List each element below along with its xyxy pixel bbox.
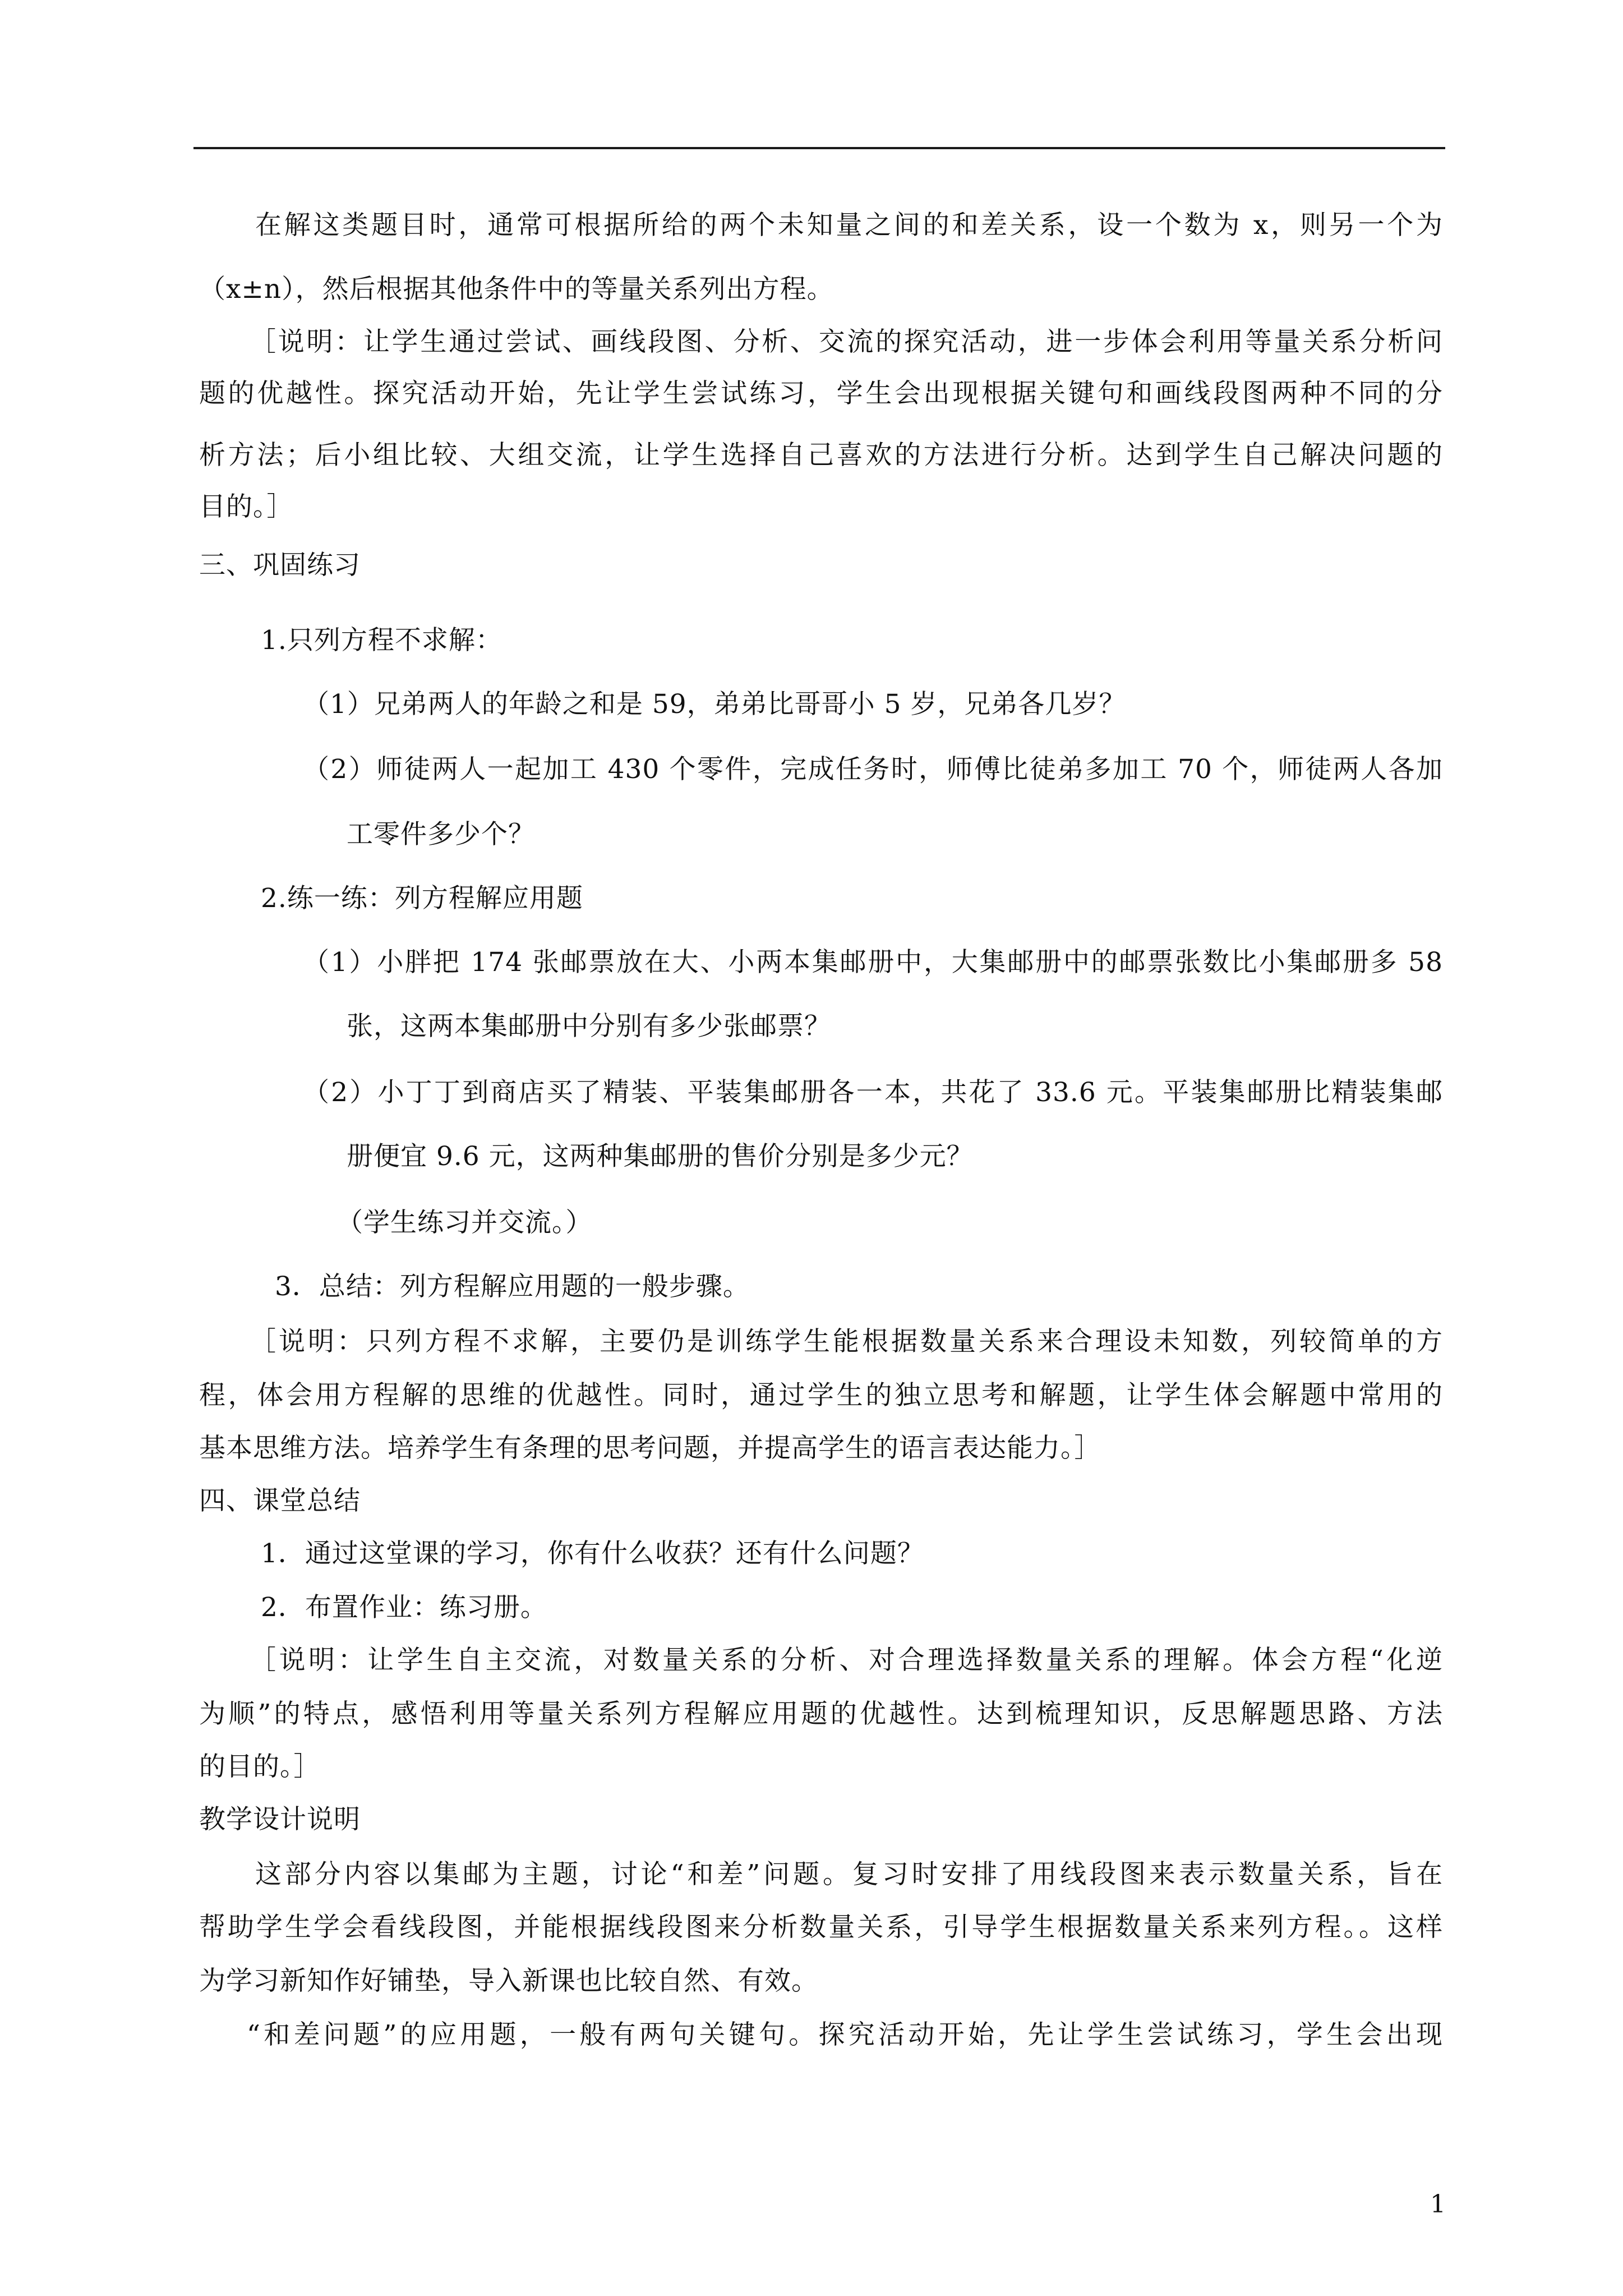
text-line: 程，体会用方程解的思维的优越性。同时，通过学生的独立思考和解题，让学生体会解题中常用的 — [199, 1380, 1443, 1411]
text-line: 析方法；后小组比较、大组交流，让学生选择自己喜欢的方法进行分析。达到学生自己解决问题的 — [199, 440, 1443, 471]
text-line: ［说明：让学生通过尝试、画线段图、分析、交流的探究活动，进一步体会利用等量关系分析问 — [250, 326, 1443, 357]
text-line: 目的。］ — [199, 491, 294, 522]
section-heading: 四、课堂总结 — [199, 1485, 361, 1516]
text-line: 册便宜 9.6 元，这两种集邮册的售价分别是多少元？ — [347, 1141, 974, 1172]
text-line: 帮助学生学会看线段图，并能根据线段图来分析数量关系，引导学生根据数量关系来列方程。。这样 — [199, 1912, 1443, 1943]
text-line: 题的优越性。探究活动开始，先让学生尝试练习，学生会出现根据关键句和画线段图两种不同的分 — [199, 378, 1443, 409]
text-line: （1）小胖把 174 张邮票放在大、小两本集邮册中，大集邮册中的邮票张数比小集邮册多 58 — [303, 947, 1443, 978]
text-line: （学生练习并交流。） — [336, 1207, 593, 1238]
header-rule — [193, 147, 1445, 149]
page-number: 1 — [1430, 2190, 1446, 2219]
text-line: 张，这两本集邮册中分别有多少张邮票？ — [347, 1011, 831, 1042]
text-line: 基本思维方法。培养学生有条理的思考问题，并提高学生的语言表达能力。］ — [199, 1433, 1101, 1464]
text-line: （2）小丁丁到商店买了精装、平装集邮册各一本，共花了 33.6 元。平装集邮册比精装集邮 — [303, 1077, 1443, 1108]
text-line: 2．布置作业：练习册。 — [261, 1592, 547, 1623]
text-line: 1．通过这堂课的学习，你有什么收获？还有什么问题？ — [261, 1538, 924, 1569]
text-line: 为顺”的特点，感悟利用等量关系列方程解应用题的优越性。达到梳理知识，反思解题思路、方法 — [199, 1699, 1443, 1729]
text-line: ［说明：只列方程不求解，主要仍是训练学生能根据数量关系来合理设未知数，列较简单的方 — [250, 1326, 1443, 1357]
text-line: “和差问题”的应用题，一般有两句关键句。探究活动开始，先让学生尝试练习，学生会出现 — [247, 2019, 1443, 2050]
text-line: （x±n），然后根据其他条件中的等量关系列出方程。 — [199, 274, 834, 305]
text-line: 1.只列方程不求解： — [261, 625, 502, 656]
text-line: （1）兄弟两人的年龄之和是 59，弟弟比哥哥小 5 岁，兄弟各几岁？ — [303, 689, 1126, 720]
text-line: （2）师徒两人一起加工 430 个零件，完成任务时，师傅比徒弟多加工 70 个，师徒两人各加 — [303, 754, 1443, 785]
text-line: 的目的。］ — [199, 1751, 321, 1782]
section-heading: 教学设计说明 — [199, 1804, 361, 1835]
text-line: ［说明：让学生自主交流，对数量关系的分析、对合理选择数量关系的理解。体会方程“化逆 — [250, 1645, 1443, 1676]
text-line: 为学习新知作好铺垫，导入新课也比较自然、有效。 — [199, 1966, 818, 1996]
text-line: 3．总结：列方程解应用题的一般步骤。 — [275, 1271, 750, 1302]
text-line: 工零件多少个？ — [347, 819, 535, 850]
text-line: 这部分内容以集邮为主题，讨论“和差”问题。复习时安排了用线段图来表示数量关系，旨在 — [255, 1859, 1443, 1890]
text-line: 2.练一练：列方程解应用题 — [261, 883, 583, 914]
section-heading: 三、巩固练习 — [199, 550, 361, 581]
text-line: 在解这类题目时，通常可根据所给的两个未知量之间的和差关系，设一个数为 x，则另一个为 — [255, 210, 1443, 241]
